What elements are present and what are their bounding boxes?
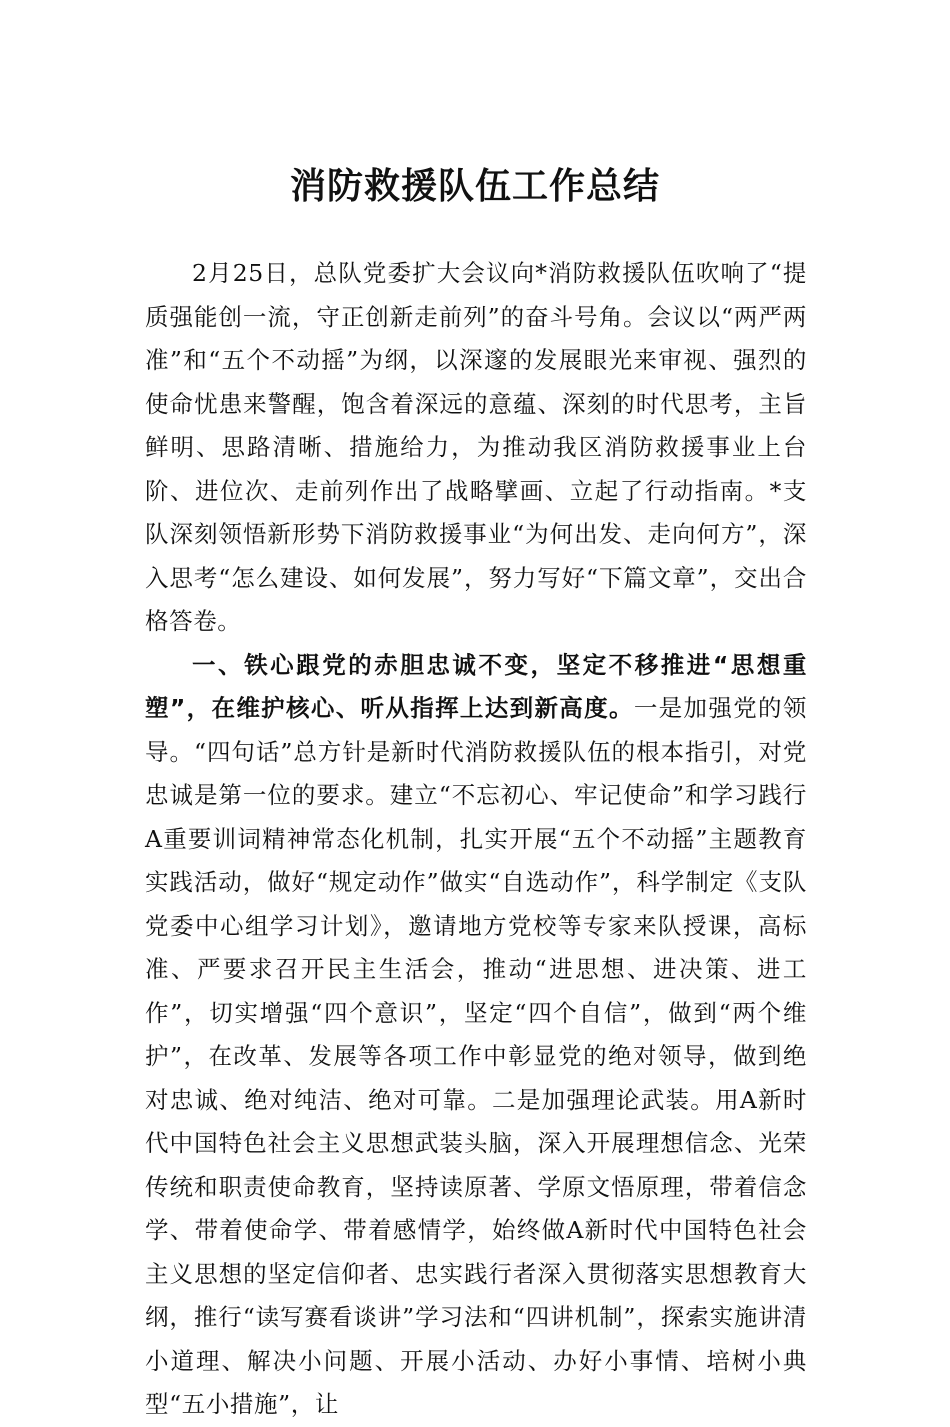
document-title: 消防救援队伍工作总结	[289, 165, 660, 207]
document-body	[145, 252, 807, 1427]
intro-paragraph	[145, 252, 807, 644]
section-one-text: 一是加强党的领导。“四句话”总方针是新时代消防救援队伍的根本指引，对党忠诚是第一位的要求。建立“不忘初心、牢记使命”和学习践行A重要训词精神常态化机制，扎实开展“五个不动摇”主题教育实践活动，做好“规定动作”做实“自选动作”，科学制定《支队党委中心组学习计划》，邀请地方党校等专家来队授课，高标准、严要求召开民主生活会，推动“进思想、进决策、进工作”，切实增强“四个意识”，坚定“四个自信”，做到“两个维护”，在改革、发展等各项工作中彰显党的绝对领导，做到绝对忠诚、绝对纯洁、绝对可靠。二是加强理论武装。用A新时代中国特色社会主义思想武装头脑，深入开展理想信念、光荣传统和职责使命教育，坚持读原著、学原文悟原理，带着信念学、带着使命学、带着感情学，始终做A新时代中国特色社会主义思想的坚定信仰者、忠实践行者深入贯彻落实思想教育大纲，推行“读写赛看谈讲”学习法和“四讲机制”，探索实施讲清小道理、解决小问题、开展小活动、办好小事情、培树小典型“五小措施”，让	[145, 694, 807, 1418]
intro-paragraph-text: 2月25日，总队党委扩大会议向*消防救援队伍吹响了“提质强能创一流，守正创新走前列”的奋斗号角。会议以“两严两准”和“五个不动摇”为纲，以深邃的发展眼光来审视、强烈的使命忧患来警醒，饱含着深远的意蕴、深刻的时代思考，主旨鲜明、思路清晰、措施给力，为推动我区消防救援事业上台阶、进位次、走前列作出了战略擘画、立起了行动指南。*支队深刻领悟新形势下消防救援事业“为何出发、走向何方”，深入思考“怎么建设、如何发展”，努力写好“下篇文章”，交出合格答卷。	[145, 259, 807, 635]
section-one-heading: 一、铁心跟党的赤胆忠诚不变，坚定不移推进“思想重塑”，在维护核心、听从指挥上达到新高度。	[145, 650, 807, 722]
section-one-paragraph	[145, 644, 807, 1427]
